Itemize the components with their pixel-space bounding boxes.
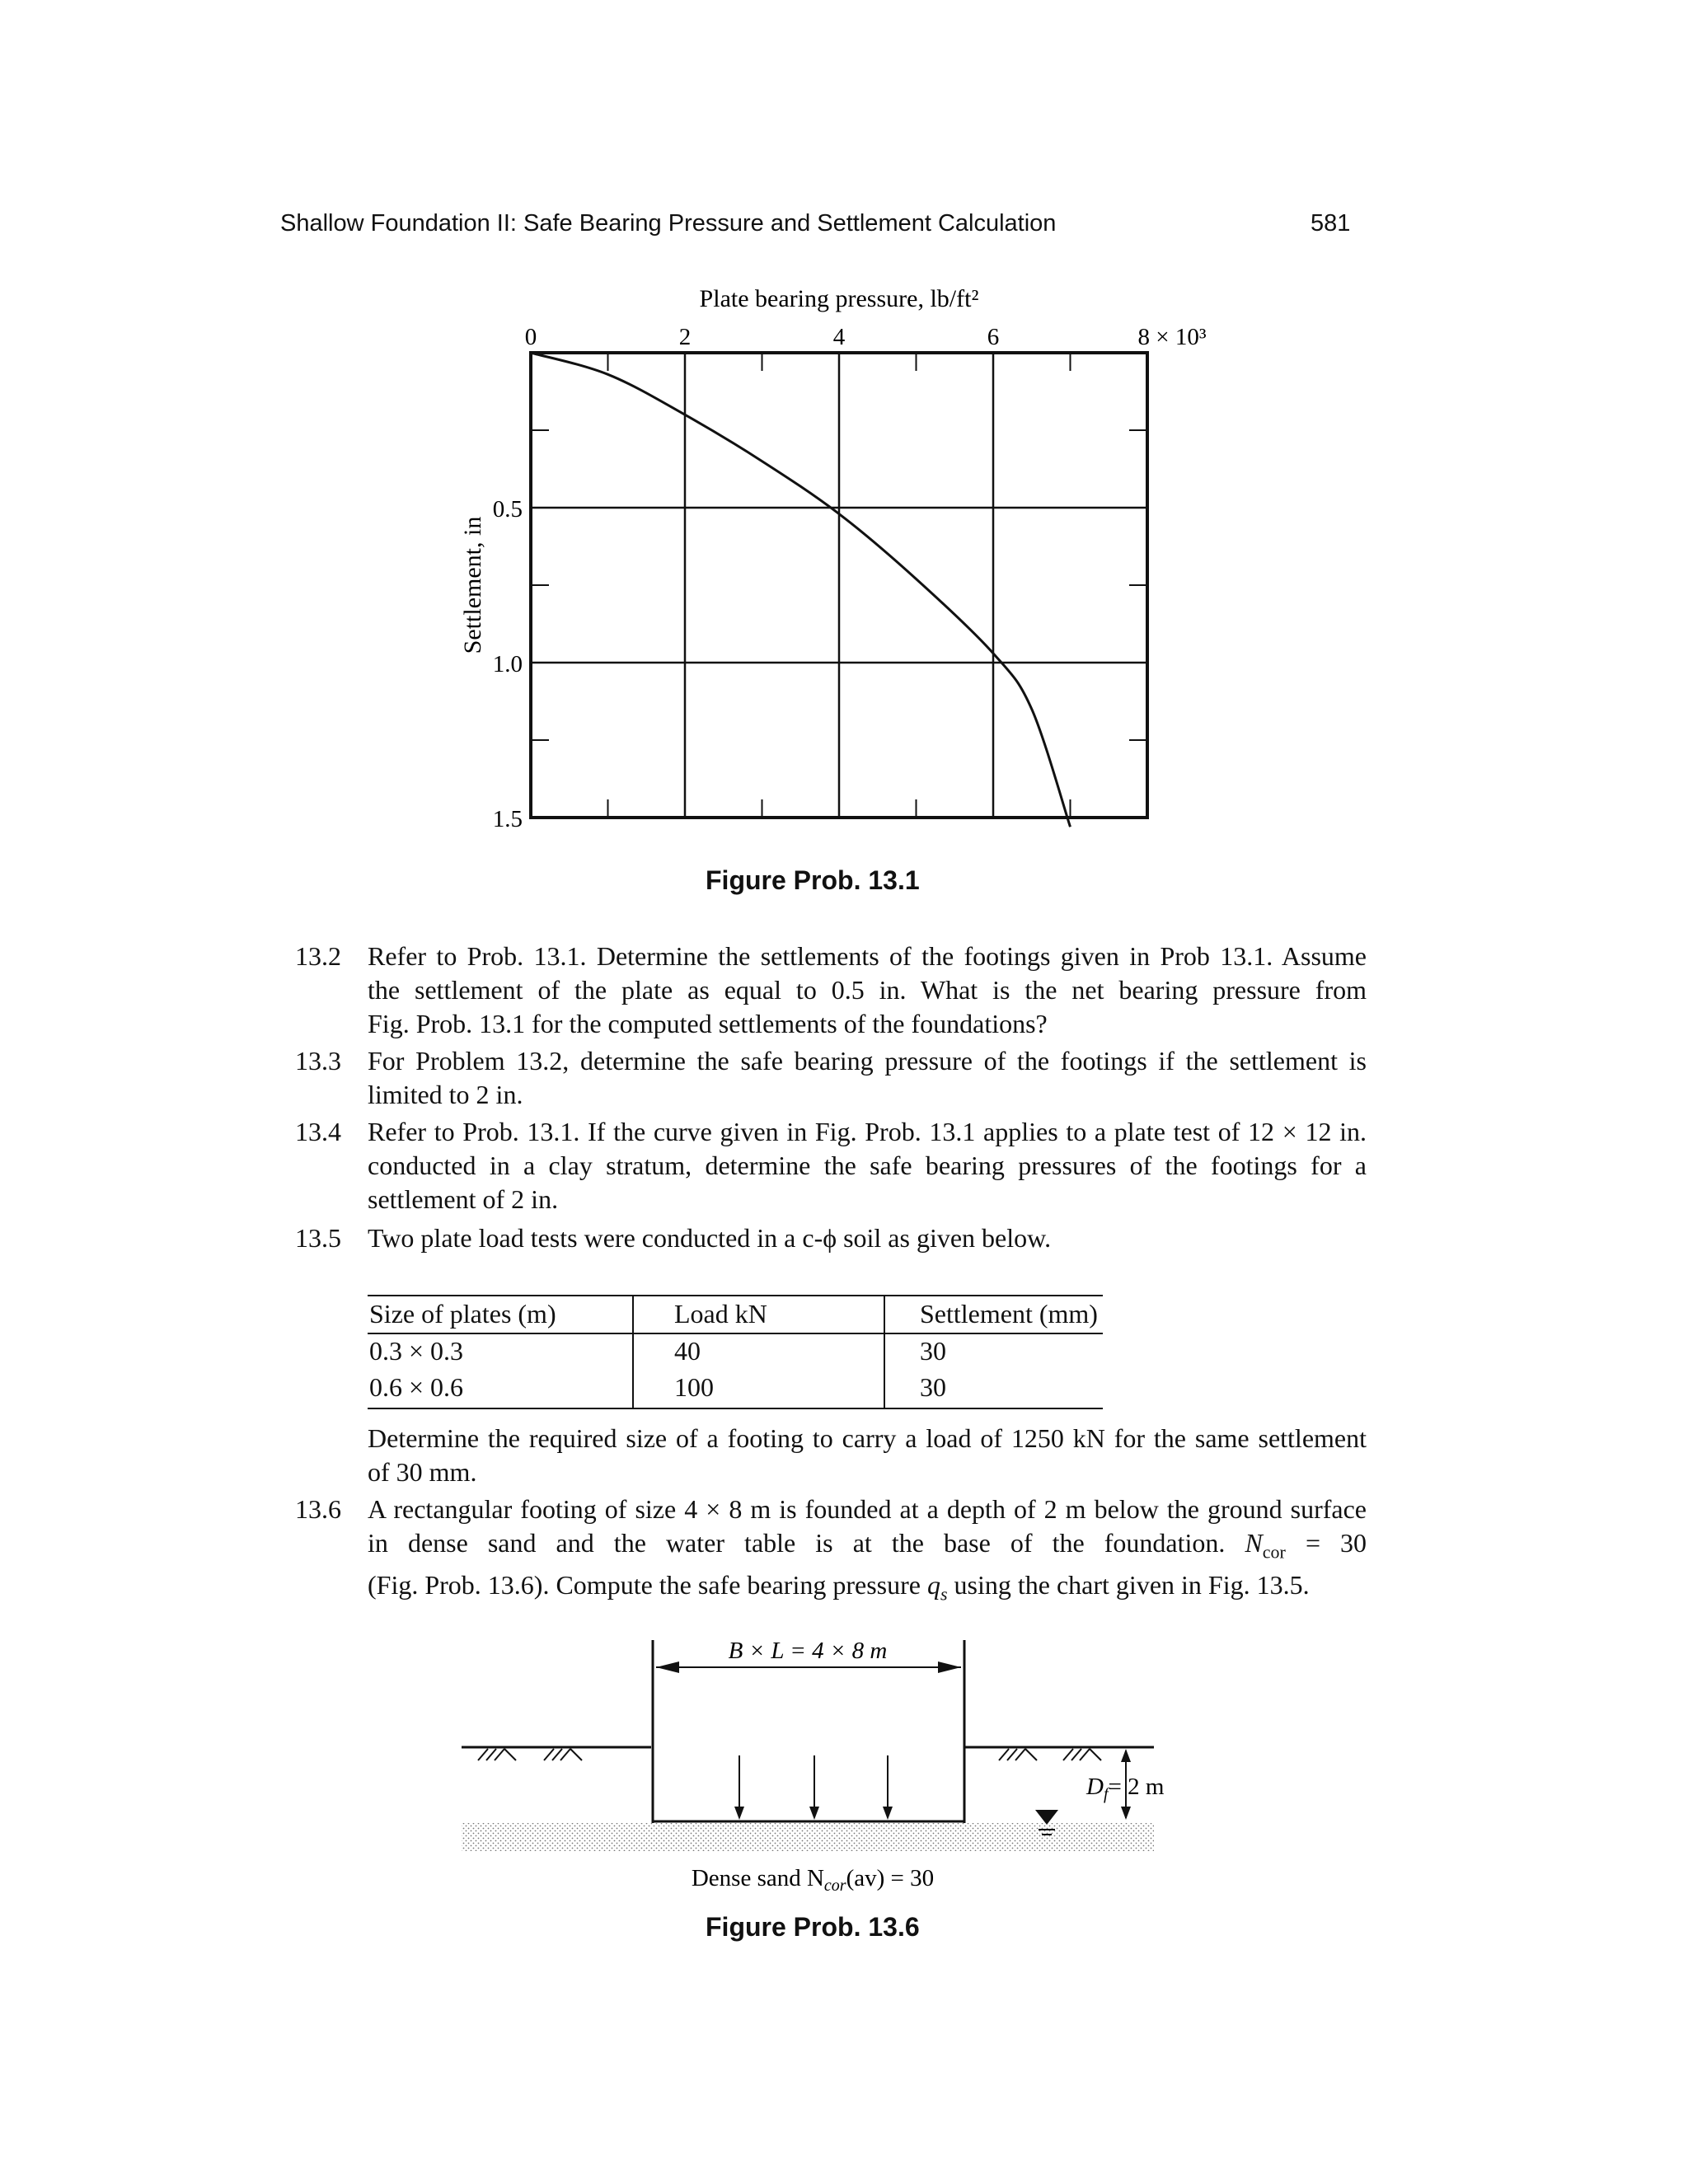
load-arrows <box>739 1755 888 1813</box>
problem-line: Refer to Prob. 13.1. If the curve given in Fig. Prob. 13.1 applies to a plate test of 12 × 12 in. <box>368 1117 1367 1146</box>
figure-caption-13-1: Figure Prob. 13.1 <box>706 865 920 895</box>
y-tick-label: 1.0 <box>492 651 523 677</box>
y-axis-title: Settlement, in <box>459 516 486 654</box>
load-arrow-icon <box>734 1807 744 1820</box>
problem-line: limited to 2 in. <box>368 1080 523 1109</box>
ground-hatch-left <box>478 1749 582 1760</box>
problem-line: Two plate load tests were conducted in a c-ϕ soil as given below. <box>368 1223 1052 1253</box>
dense-sand-layer <box>462 1823 1154 1851</box>
soil-label: Dense sand $N_{cor}(av) = 30$ <box>691 1865 935 1895</box>
table-cell: 30 <box>920 1336 946 1366</box>
x-tick-label: 6 <box>987 324 1000 350</box>
table-cell: 30 <box>920 1372 946 1402</box>
load-arrow-icon <box>883 1807 893 1820</box>
problem-number: 13.4 <box>295 1117 341 1146</box>
table-header-cell: Size of plates (m) <box>369 1299 556 1329</box>
problem-line: in dense sand and the water table is at the base of the foundation. $N_{cor} = 30$ <box>368 1528 1367 1563</box>
depth-arrow-down-icon <box>1121 1807 1131 1820</box>
dimension-label: B × L = 4 × 8 m <box>728 1638 888 1664</box>
problem-line: For Problem 13.2, determine the safe bearing pressure of the footings if the settlement is <box>368 1046 1367 1076</box>
arrowhead-left-icon <box>656 1661 679 1673</box>
problem-number: 13.6 <box>295 1494 341 1524</box>
problem-line: A rectangular footing of size 4 × 8 m is founded at a depth of 2 m below the ground surface <box>368 1494 1367 1524</box>
depth-label: $D_f= 2$ m <box>1086 1774 1165 1803</box>
table-header-cell: Settlement (mm) <box>920 1299 1098 1329</box>
x-tick-label: 8 × 10³ <box>1137 324 1207 350</box>
problem-line: Fig. Prob. 13.1 for the computed settlements of the foundations? <box>368 1009 1048 1038</box>
table-cell: 40 <box>674 1336 701 1366</box>
table-header-cell: Load kN <box>674 1299 767 1329</box>
y-tick-label: 1.5 <box>492 806 523 832</box>
load-arrow-icon <box>809 1807 819 1820</box>
arrowhead-right-icon <box>938 1661 961 1673</box>
water-table-icon <box>1035 1810 1058 1825</box>
x-tick-label: 2 <box>678 324 692 350</box>
ground-hatch-right <box>999 1749 1101 1760</box>
problem-line: settlement of 2 in. <box>368 1184 559 1214</box>
problem-number: 13.2 <box>295 941 341 971</box>
y-tick-label: 0.5 <box>492 496 523 523</box>
problem-line: Determine the required size of a footing to carry a load of 1250 kN for the same settlement <box>368 1423 1367 1453</box>
table-cell: 100 <box>674 1372 714 1402</box>
problem-line: Refer to Prob. 13.1. Determine the settlements of the footings given in Prob 13.1. Assume <box>368 941 1367 971</box>
table-cell: 0.6 × 0.6 <box>369 1372 464 1402</box>
problem-line: conducted in a clay stratum, determine the safe bearing pressures of the footings for a <box>368 1151 1367 1180</box>
depth-arrow-up-icon <box>1121 1749 1131 1762</box>
running-header-title: Shallow Foundation II: Safe Bearing Pressure and Settlement Calculation <box>280 210 1057 237</box>
problem-line: (Fig. Prob. 13.6). Compute the safe bearing pressure $q_s$ using the chart given in Fig. 13.5. <box>368 1570 1310 1605</box>
problem-line: of 30 mm. <box>368 1457 477 1487</box>
problem-number: 13.5 <box>295 1223 341 1253</box>
page-number: 581 <box>1311 210 1351 237</box>
x-tick-label: 4 <box>832 324 846 350</box>
x-tick-label: 0 <box>524 324 537 350</box>
table-cell: 0.3 × 0.3 <box>369 1336 464 1366</box>
problem-line: the settlement of the plate as equal to 0.5 in. What is the net bearing pressure from <box>368 975 1367 1005</box>
x-axis-title: Plate bearing pressure, lb/ft² <box>699 285 979 312</box>
figure-caption-13-6: Figure Prob. 13.6 <box>706 1912 920 1942</box>
problem-number: 13.3 <box>295 1046 341 1076</box>
